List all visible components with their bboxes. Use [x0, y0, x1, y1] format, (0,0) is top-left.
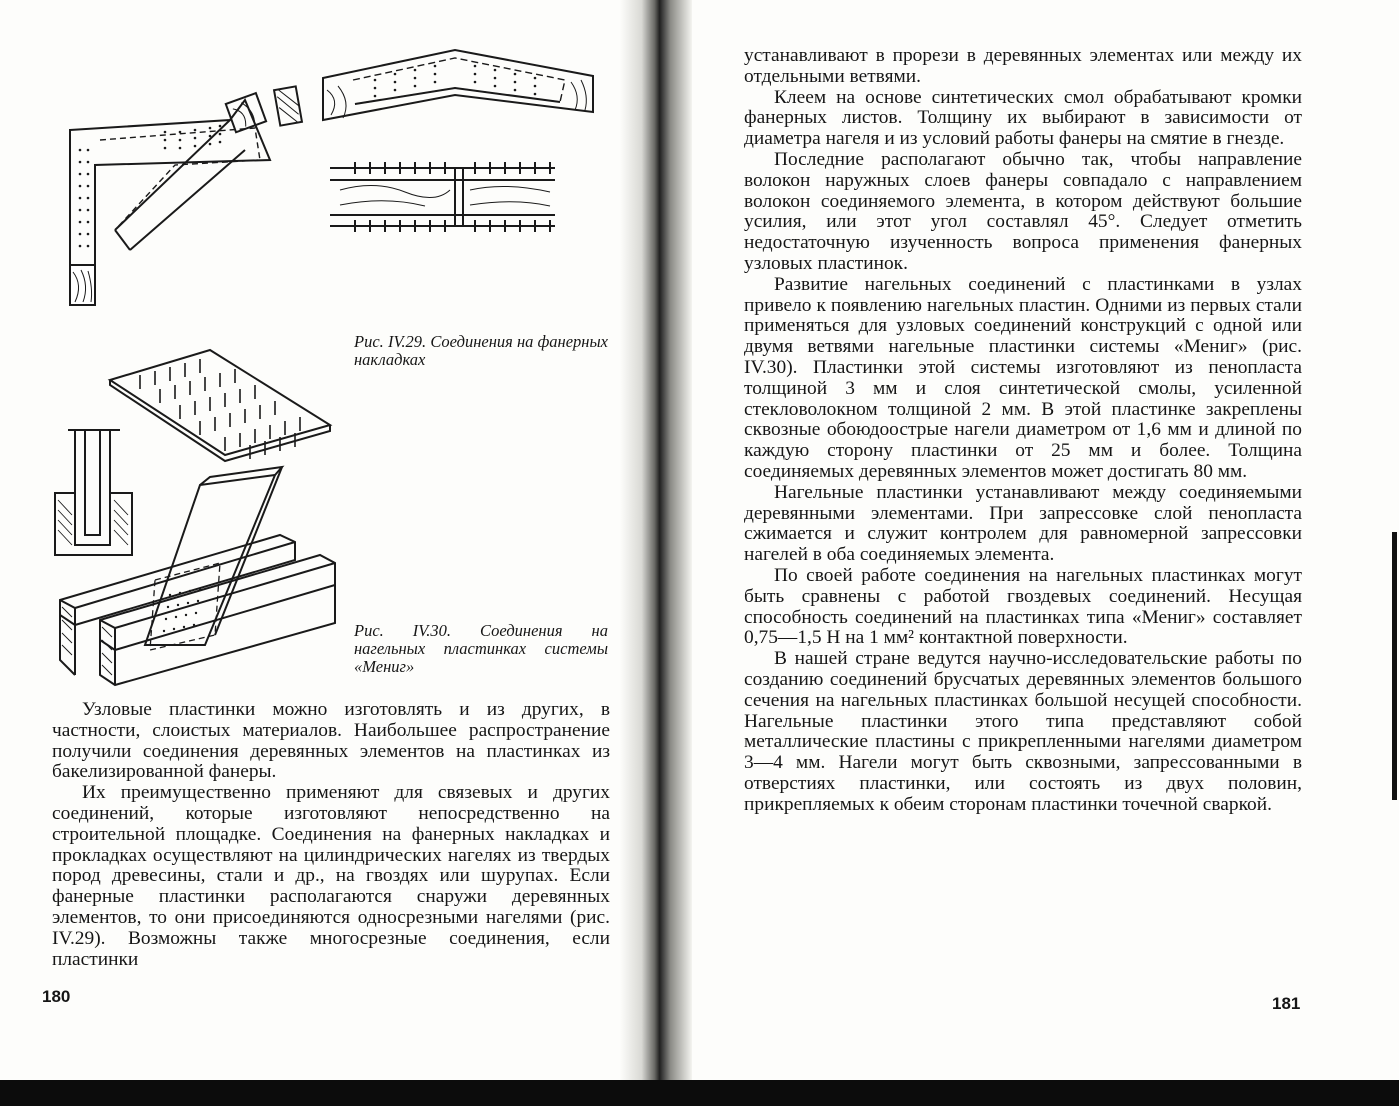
paragraph: устанавливают в прорези в деревянных элементах или между их отдельными ветвями.: [744, 45, 1302, 87]
right-page-text: [744, 46, 1302, 815]
paragraph: Нагельные пластинки устанавливают между соединяемыми деревянными элементами. При запрессовке слой пенопласта сжимается и служит контролем для равномерной запрессовки нагелей в оба соединяемых элемента.: [744, 481, 1302, 566]
paragraph: Последние располагают обычно так, чтобы направление волокон наружных слоев фанеры совпадало с направлением волокон соединяемого элемента, в котором действуют большие усилия, или этот угол составлял 45°. Следует отметить недостаточную изученность вопроса применения фанерных узловых пластинок.: [744, 148, 1302, 274]
scan-bottom-edge: [0, 1080, 1399, 1106]
left-page-text: [52, 700, 610, 970]
book-gutter: [620, 0, 692, 1100]
paragraph: Их преимущественно применяют для связевых и других соединений, которые изготовляют непосредственно на строительной площадке. Соединения на фанерных накладках и прокладках осуществляют на цилиндрических нагелях из твердых пород древесины, стали и др., на гвоздях или шурупах. Если фанерные пластинки располагаются снаружи деревянных элементов, то они присоединяются односрезными нагелями (рис. IV.29). Возможны также многосрезные соединения, если пластинки: [52, 782, 610, 970]
figure-30-caption: Рис. IV.30. Соединения на нагельных пластинках системы «Мениг»: [354, 621, 608, 676]
figure-29-drawing: [55, 40, 625, 310]
figure-29-caption: Рис. IV.29. Соединения на фанерных накладках: [354, 332, 608, 369]
figure-30-drawing: [50, 345, 350, 685]
paragraph: Развитие нагельных соединений с пластинками в узлах привело к появлению нагельных пластин. Одними из первых стали применяться для узловых соединений конструкций с одной или двумя ветвями нагельные пластинки системы «Мениг» (рис. IV.30). Пластинки этой системы изготовляют из пенопласта толщиной 3 мм и слоя синтетической смолы, усиленной стекловолокном толщиной 2 мм. В этой пластинке закреплены сквозные обоюдоострые нагели диаметром от 1,6 мм и длиной по каждую сторону пластинки от 25 мм и более. Толщина соединяемых деревянных элементов может достигать 80 мм.: [744, 273, 1302, 482]
page-number-right: 181: [1272, 994, 1301, 1013]
paragraph: Клеем на основе синтетических смол обрабатывают кромки фанерных листов. Толщину их выбирают в зависимости от диаметра нагеля и из условий работы фанеры на смятие в гнезде.: [744, 86, 1302, 150]
paragraph: Узловые пластинки можно изготовлять и из других, в частности, слоистых материалов. Наибольшее распространение получили соединения деревянных элементов на пластинках из бакелизированной фанеры.: [52, 699, 610, 783]
paragraph: По своей работе соединения на нагельных пластинках могут быть сравнены с работой гвоздевых соединений. Несущая способность соединений на пластинках типа «Мениг» составляет 0,75—1,5 Н на 1 мм² контактной поверхности.: [744, 564, 1302, 649]
paragraph: В нашей стране ведутся научно-исследовательские работы по созданию соединений брусчатых деревянных элементов большого сечения на нагельных пластинках большой несущей способности. Нагельные пластинки этого типа представляют собой металлические пластины с прикрепленными нагелями диаметром 3—4 мм. Нагели могут быть сквозными, запрессованными в отверстиях пластинки, или состоять из двух половин, прикрепляемых к обеим сторонам пластинки точечной сваркой.: [744, 648, 1302, 815]
page-number-left: 180: [42, 987, 71, 1006]
scan-edge-mark: [1392, 532, 1397, 800]
